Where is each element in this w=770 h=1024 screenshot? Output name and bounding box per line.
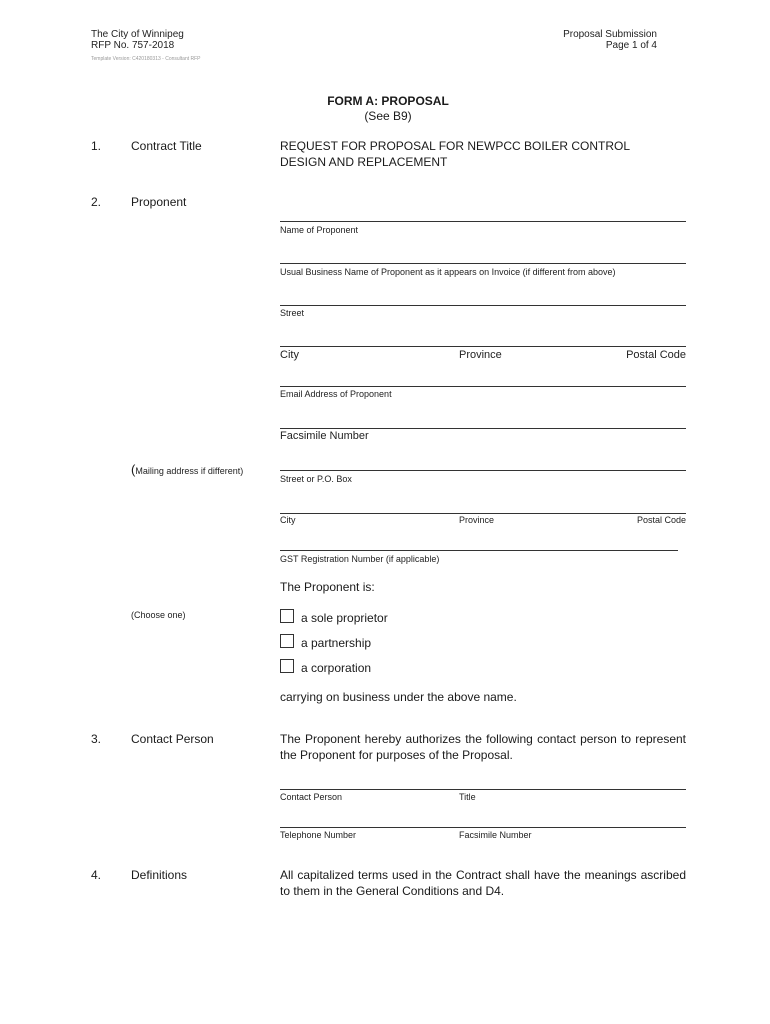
mailing-postal-label: Postal Code xyxy=(636,515,686,525)
mailing-province-label: Province xyxy=(459,515,495,525)
email-line[interactable] xyxy=(280,386,686,387)
corporation-label: a corporation xyxy=(301,661,372,675)
proponent-is-text: The Proponent is: xyxy=(280,580,375,594)
mailing-note-paren: ( xyxy=(131,462,136,477)
section-2-label: Proponent xyxy=(131,195,187,209)
contact-authorization-text: The Proponent hereby authorizes the following contact person to represent the Proponent for purposes of the Proposal. xyxy=(280,732,686,762)
name-of-proponent-label: Name of Proponent xyxy=(280,225,359,235)
form-see-reference: (See B9) xyxy=(364,109,412,123)
contract-title-line-2: DESIGN AND REPLACEMENT xyxy=(280,155,448,169)
mailing-note-text: Mailing address if different) xyxy=(135,466,244,476)
form-title: FORM A: PROPOSAL xyxy=(327,94,449,108)
street-po-label: Street or P.O. Box xyxy=(280,474,352,484)
contract-title-line-1: REQUEST FOR PROPOSAL FOR NEWPCC BOILER CONTROL xyxy=(280,139,631,153)
email-label: Email Address of Proponent xyxy=(280,389,392,399)
carrying-on-business-text: carrying on business under the above name. xyxy=(280,690,517,704)
postal-code-label: Postal Code xyxy=(626,349,686,361)
contact-fax-label: Facsimile Number xyxy=(459,830,532,840)
city-province-postal-line[interactable] xyxy=(280,346,686,347)
definitions-text: All capitalized terms used in the Contract shall have the meanings ascribed to them in the General Conditions and D4. xyxy=(280,868,686,898)
section-2-number: 2. xyxy=(91,195,102,209)
mailing-city-label: City xyxy=(280,515,296,525)
telephone-line[interactable] xyxy=(280,827,686,828)
section-1-number: 1. xyxy=(91,139,102,153)
section-3-label: Contact Person xyxy=(131,732,214,746)
header-right-title: Proposal Submission xyxy=(563,29,657,40)
contact-person-line[interactable] xyxy=(280,789,686,790)
gst-label: GST Registration Number (if applicable) xyxy=(280,554,440,564)
facsimile-label: Facsimile Number xyxy=(280,430,369,442)
contact-person-label: Contact Person xyxy=(280,792,343,802)
header-template-version: Template Version: C420180313 - Consultant RFP xyxy=(91,56,201,62)
telephone-label: Telephone Number xyxy=(280,830,357,840)
section-4-label: Definitions xyxy=(131,868,188,882)
gst-line[interactable] xyxy=(280,550,678,551)
sole-proprietor-checkbox[interactable] xyxy=(280,609,294,623)
facsimile-line[interactable] xyxy=(280,428,686,429)
mailing-city-line[interactable] xyxy=(280,513,686,514)
partnership-label: a partnership xyxy=(301,636,372,650)
corporation-checkbox[interactable] xyxy=(280,659,294,673)
header-page-number: Page 1 of 4 xyxy=(605,40,657,51)
section-4-number: 4. xyxy=(91,868,102,882)
header-rfp-no: RFP No. 757-2018 xyxy=(91,40,175,51)
partnership-checkbox[interactable] xyxy=(280,634,294,648)
street-line[interactable] xyxy=(280,305,686,306)
section-1-label: Contract Title xyxy=(131,139,202,153)
sole-proprietor-label: a sole proprietor xyxy=(301,611,388,625)
city-label: City xyxy=(280,349,299,361)
usual-business-name-line[interactable] xyxy=(280,263,686,264)
province-label: Province xyxy=(459,349,502,361)
contact-title-label: Title xyxy=(459,792,476,802)
usual-business-name-label: Usual Business Name of Proponent as it appears on Invoice (if different from above) xyxy=(280,267,616,277)
choose-one-note: (Choose one) xyxy=(131,610,186,620)
street-label: Street xyxy=(280,308,305,318)
street-po-line[interactable] xyxy=(280,470,686,471)
mailing-address-note xyxy=(131,461,243,479)
name-of-proponent-line[interactable] xyxy=(280,221,686,222)
header-org: The City of Winnipeg xyxy=(91,29,184,40)
section-3-number: 3. xyxy=(91,732,102,746)
